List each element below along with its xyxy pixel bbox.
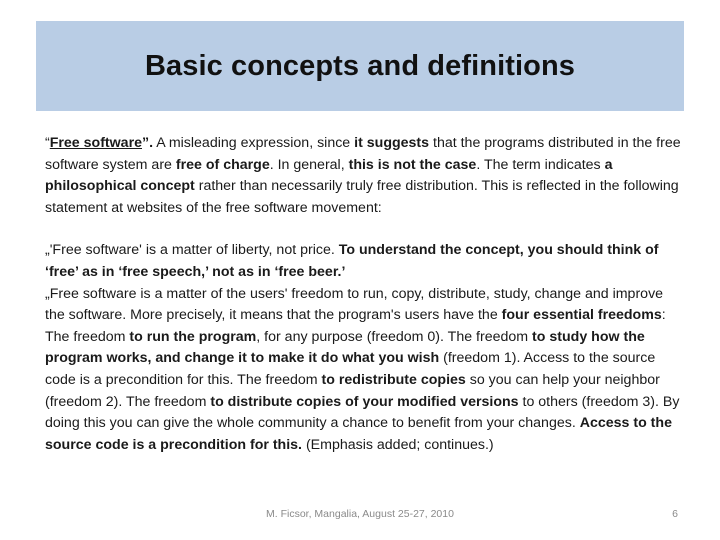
slide-body (45, 133, 685, 456)
title-banner (36, 21, 684, 111)
emphasis-run: it suggests (354, 135, 430, 151)
text-run: „Free software is a matter of the users' freedom to run, copy, distribute, study, change and improve the software. More precisely, it means that the program's users have the (45, 285, 664, 324)
paragraph-definition (45, 133, 685, 219)
text-run: (freedom 1). Access to the source code is a precondition for this. The freedom (45, 350, 656, 388)
emphasis-run: a philosophical concept (45, 156, 613, 195)
page-number: 6 (672, 508, 678, 520)
emphasis-run: ”. (142, 135, 154, 151)
text-run: “ (45, 135, 50, 151)
footer-citation: M. Ficsor, Mangalia, August 25-27, 2010 (266, 508, 454, 520)
text-run: rather than necessarily truly free distribution. This is reflected in the following statement at websites of the free software movement: (45, 178, 679, 216)
paragraph-quote-liberty (45, 240, 685, 283)
text-run: . The term indicates (476, 156, 605, 173)
slide-title: Basic concepts and definitions (144, 49, 576, 82)
text-run: : The freedom (45, 307, 666, 345)
emphasis-run: four essential freedoms (501, 307, 662, 324)
emphasis-run: this is not the case (348, 156, 477, 173)
text-run: , for any purpose (freedom 0). The freedom (256, 328, 533, 345)
text-run: that the programs distributed in the free software system are (45, 135, 681, 173)
emphasis-run: Access to the source code is a precondition for this. (45, 415, 672, 453)
text-run: A misleading expression, since (153, 135, 355, 151)
emphasis-run: to study how the program works, and change it to make it do what you wish (45, 328, 645, 367)
emphasis-run: to distribute copies of your modified versions (210, 393, 519, 410)
emphasis-run: to redistribute copies (321, 371, 466, 388)
text-run: to others (freedom 3). By doing this you can give the whole community a chance to benefit from your changes. (45, 393, 680, 432)
text-run: . In general, (269, 156, 349, 173)
emphasis-run: to run the program (129, 328, 257, 345)
text-run: „'Free software' is a matter of liberty, not price. (45, 242, 339, 259)
text-run: so you can help your neighbor (freedom 2). The freedom (45, 371, 660, 410)
emphasis-run: free of charge (175, 156, 270, 173)
emphasis-run: Free software (49, 135, 142, 151)
text-run: (Emphasis added; continues.) (302, 436, 494, 453)
paragraph-four-freedoms (45, 284, 685, 457)
emphasis-run: To understand the concept, you should think of ‘free’ as in ‘free speech,’ not as in ‘free beer.’ (45, 242, 659, 280)
